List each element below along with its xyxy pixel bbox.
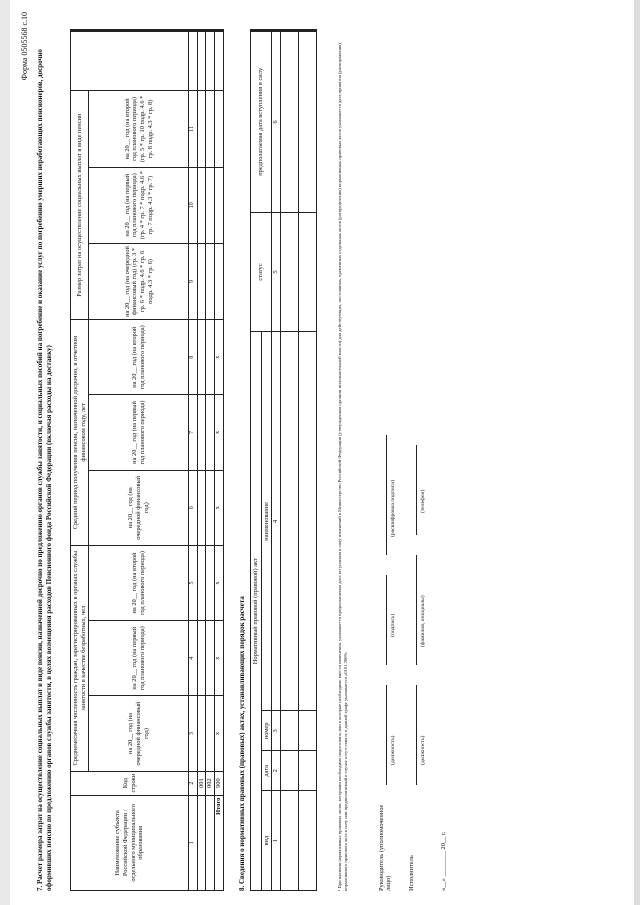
form-number: Форма 0505568 с.10 bbox=[20, 12, 29, 81]
cell bbox=[206, 795, 215, 890]
group-size-header: Размер затрат на осуществление социальных выплат в виде пенсии bbox=[71, 91, 89, 320]
cell bbox=[197, 167, 206, 243]
cell bbox=[206, 621, 215, 696]
cell bbox=[206, 470, 215, 545]
cost-second-header: на 20__ год (на второй год планового периода) (гр. 5 * гр. 10 подр. 4.6 * гр. 8 подр. 4.3 * гр. 8) bbox=[89, 91, 189, 167]
index-cell-empty bbox=[189, 31, 197, 91]
index-cell: 2 bbox=[272, 751, 281, 791]
head-position-caption: (должность) bbox=[390, 735, 396, 765]
cell bbox=[197, 696, 206, 771]
status-date-header: предполагаемая дата вступления в силу bbox=[251, 31, 272, 213]
scan-edge-bottom bbox=[634, 0, 640, 905]
total-label: Итого bbox=[214, 795, 223, 890]
index-cell: 8 bbox=[189, 320, 197, 395]
period-first-header: на 20__ год (на первый год планового периода) bbox=[89, 395, 189, 470]
table-row bbox=[299, 31, 317, 891]
index-cell: 5 bbox=[272, 212, 281, 332]
executor-label: Исполнитель bbox=[408, 855, 415, 891]
section-8-title: 8. Сведения о нормативных правовых (правовых) актах, устанавливающих порядок расчета bbox=[238, 596, 246, 891]
section-7-title: 7. Расчет размера затрат на осуществление социальных выплат в виде пенсии, назначенной досрочно по предложению органов службы занятости, и социальных пособий на погребение и оказание услуг по погребению умерших неработающих пенсионеров, досрочно оформивших пенсию по предложению органов службы занятости, в целях возмещения расходов Пенсионного фонда Российской Федерации (включая расходы на доставку) bbox=[36, 49, 53, 891]
index-cell: 1 bbox=[189, 795, 197, 890]
head-decode-caption: (расшифровка подписи) bbox=[390, 479, 396, 537]
cell bbox=[206, 167, 215, 243]
head-signature-caption: (подпись) bbox=[390, 613, 396, 637]
cell bbox=[197, 31, 206, 91]
cell bbox=[206, 91, 215, 167]
cell bbox=[197, 243, 206, 319]
col-code-header: Код строки bbox=[71, 771, 189, 795]
cell bbox=[197, 320, 206, 395]
act-group-header: Нормативный правовой (правовой) акт bbox=[251, 332, 262, 891]
cross-mark: x bbox=[214, 470, 223, 545]
head-signature-line bbox=[386, 575, 387, 665]
cell bbox=[206, 545, 215, 620]
executor-position-line bbox=[416, 685, 417, 785]
index-cell: 10 bbox=[189, 167, 197, 243]
cell bbox=[299, 332, 317, 711]
status-header: статус bbox=[251, 212, 272, 332]
index-cell: 7 bbox=[189, 395, 197, 470]
cell bbox=[214, 91, 223, 167]
year-current-header: на 20__ год (на очередной финансовый год) bbox=[89, 696, 189, 771]
vid-header: вид bbox=[261, 791, 272, 891]
group-avg-count-header: Среднемесячная численность граждан, зарегистрированных в органах службы занятости в качестве безработных, чел bbox=[71, 545, 89, 771]
cell bbox=[206, 320, 215, 395]
cell bbox=[299, 791, 317, 891]
period-current-header: на 20__ год (на очередной финансовый год) bbox=[89, 470, 189, 545]
col-subject-header: Наименование субъекта Российской Федерации / отдельного муниципального образования bbox=[71, 795, 189, 890]
index-cell: 6 bbox=[189, 470, 197, 545]
executor-fio-line bbox=[416, 555, 417, 665]
index-cell: 6 bbox=[272, 31, 281, 213]
cell bbox=[281, 791, 299, 891]
cell bbox=[299, 711, 317, 751]
executor-fio-caption: (фамилия, инициалы) bbox=[420, 595, 426, 647]
table-row bbox=[281, 31, 299, 891]
executor-position-caption: (должность) bbox=[420, 735, 426, 765]
cell bbox=[206, 696, 215, 771]
executor-phone-line bbox=[416, 445, 417, 535]
year-first-header: на 20__ год (на первый год планового периода) bbox=[89, 621, 189, 696]
cost-first-header: на 20__ год (на первый год планового периода) (гр. 4 * гр. 7 * подр. 4.6 * гр. 7 подр. 4.3 * гр. 7) bbox=[89, 167, 189, 243]
index-cell: 4 bbox=[189, 621, 197, 696]
cell bbox=[214, 31, 223, 91]
cell bbox=[214, 167, 223, 243]
cell bbox=[214, 243, 223, 319]
cross-mark: x bbox=[214, 621, 223, 696]
cell bbox=[281, 31, 299, 213]
cell bbox=[281, 332, 299, 711]
cell bbox=[206, 31, 215, 91]
cell bbox=[197, 621, 206, 696]
cell bbox=[299, 751, 317, 791]
table-section-8 bbox=[250, 29, 317, 891]
index-cell: 2 bbox=[189, 771, 197, 795]
head-decode-line bbox=[386, 435, 387, 555]
cross-mark: x bbox=[214, 545, 223, 620]
index-cell: 4 bbox=[272, 332, 281, 711]
cell bbox=[197, 545, 206, 620]
cost-current-header: на 20__ год (на очередной финансовый год) (гр. 3 * гр. 6 * подр. 4.6 * гр. 6 подр. 4.3 * гр. 6) bbox=[89, 243, 189, 319]
cross-mark: x bbox=[214, 696, 223, 771]
period-second-header: на 20__ год (на второй год планового периода) bbox=[89, 320, 189, 395]
table-row bbox=[206, 31, 215, 891]
extra-column-header bbox=[71, 31, 189, 91]
cell bbox=[197, 395, 206, 470]
cell bbox=[281, 751, 299, 791]
table-section-7 bbox=[70, 29, 224, 891]
cell bbox=[299, 31, 317, 213]
head-position-line bbox=[386, 685, 387, 785]
index-cell: 11 bbox=[189, 91, 197, 167]
cell bbox=[197, 91, 206, 167]
index-cell: 9 bbox=[189, 243, 197, 319]
total-code: 900 bbox=[214, 771, 223, 795]
date-header: дата bbox=[261, 751, 272, 791]
date-line: «__» ________ 20__ г. bbox=[440, 831, 447, 891]
scan-edge bbox=[0, 0, 10, 905]
cross-mark: x bbox=[214, 320, 223, 395]
cell bbox=[206, 243, 215, 319]
index-cell: 1 bbox=[272, 791, 281, 891]
row-code: 001 bbox=[197, 771, 206, 795]
footnote: ¹ При наличии нормативных правовых актов, которыми необходимо подготовить или в которые необходимо внести изменения, указывается предполагаемая дата вступления в силу изменений в Министерство Российской Федерации (утвержденная органом исполнительной власти) для действующих, постоянных, временных отдельных актов (распределения) нормативных правовых актов указывается дата принятия (распоряжения) нормативного правового акта в силу или предполагаемый в случае отсутствия и, в данной графе указывается «0101 2009» bbox=[337, 43, 348, 891]
group-avg-period-header: Средний период получения пенсии, назначенной досрочно, в отчетном финансовом году, лет bbox=[71, 320, 89, 546]
name-header: наименование bbox=[261, 332, 272, 711]
cell bbox=[299, 212, 317, 332]
cell bbox=[206, 395, 215, 470]
cell bbox=[197, 470, 206, 545]
row-code: 002 bbox=[206, 771, 215, 795]
cross-mark: x bbox=[214, 395, 223, 470]
cell bbox=[281, 212, 299, 332]
cell bbox=[197, 795, 206, 890]
index-cell: 5 bbox=[189, 545, 197, 620]
year-second-header: на 20__ год (на второй год планового периода) bbox=[89, 545, 189, 620]
table-row bbox=[197, 31, 206, 891]
number-header: номер bbox=[261, 711, 272, 751]
executor-phone-caption: (телефон) bbox=[420, 489, 426, 513]
head-label: Руководитель (уполномоченное лицо) bbox=[378, 804, 392, 891]
cell bbox=[281, 711, 299, 751]
total-row bbox=[214, 31, 223, 891]
index-cell: 3 bbox=[189, 696, 197, 771]
index-cell: 3 bbox=[272, 711, 281, 751]
